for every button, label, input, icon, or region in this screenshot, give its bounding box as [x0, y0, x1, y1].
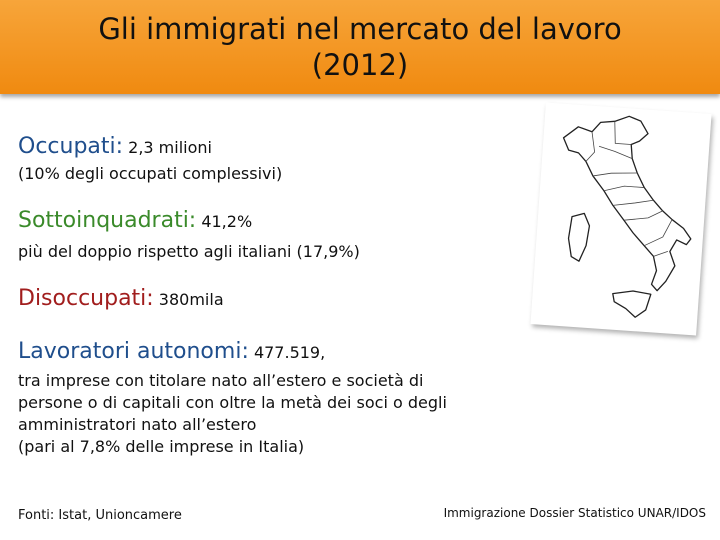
- disoccupati-label: Disoccupati:: [18, 286, 154, 311]
- autonomi-detail-line: persone o di capitali con oltre la metà dei soci o degli: [18, 393, 447, 412]
- occupati-label: Occupati:: [18, 134, 124, 159]
- autonomi-detail-line: (pari al 7,8% delle imprese in Italia): [18, 437, 305, 456]
- sottoinquadrati-detail: più del doppio rispetto agli italiani (17,9%): [18, 242, 360, 261]
- sottoinquadrati-label: Sottoinquadrati:: [18, 208, 197, 233]
- autonomi-heading: [18, 339, 325, 364]
- page-subtitle-year: (2012): [311, 48, 409, 82]
- disoccupati-value: 380mila: [153, 290, 224, 309]
- sottoinquadrati-value: 41,2%: [196, 212, 253, 231]
- autonomi-detail-line: amministratori nato all’estero: [18, 415, 257, 434]
- occupati-heading: [18, 134, 212, 159]
- footer-credit: Immigrazione Dossier Statistico UNAR/IDOS: [443, 506, 706, 520]
- footer-source: Fonti: Istat, Unioncamere: [18, 508, 182, 523]
- autonomi-detail: [18, 370, 447, 458]
- autonomi-label: Lavoratori autonomi:: [18, 339, 249, 364]
- occupati-value: 2,3 milioni: [123, 138, 212, 157]
- occupati-detail: (10% degli occupati complessivi): [18, 164, 283, 183]
- sottoinquadrati-heading: [18, 208, 252, 233]
- title-banner: [0, 0, 720, 94]
- page-title: Gli immigrati nel mercato del lavoro: [98, 12, 622, 46]
- autonomi-detail-line: tra imprese con titolare nato all’estero e società di: [18, 371, 424, 390]
- disoccupati-heading: [18, 286, 224, 311]
- autonomi-value: 477.519,: [248, 343, 326, 362]
- italy-map-icon: [530, 102, 711, 335]
